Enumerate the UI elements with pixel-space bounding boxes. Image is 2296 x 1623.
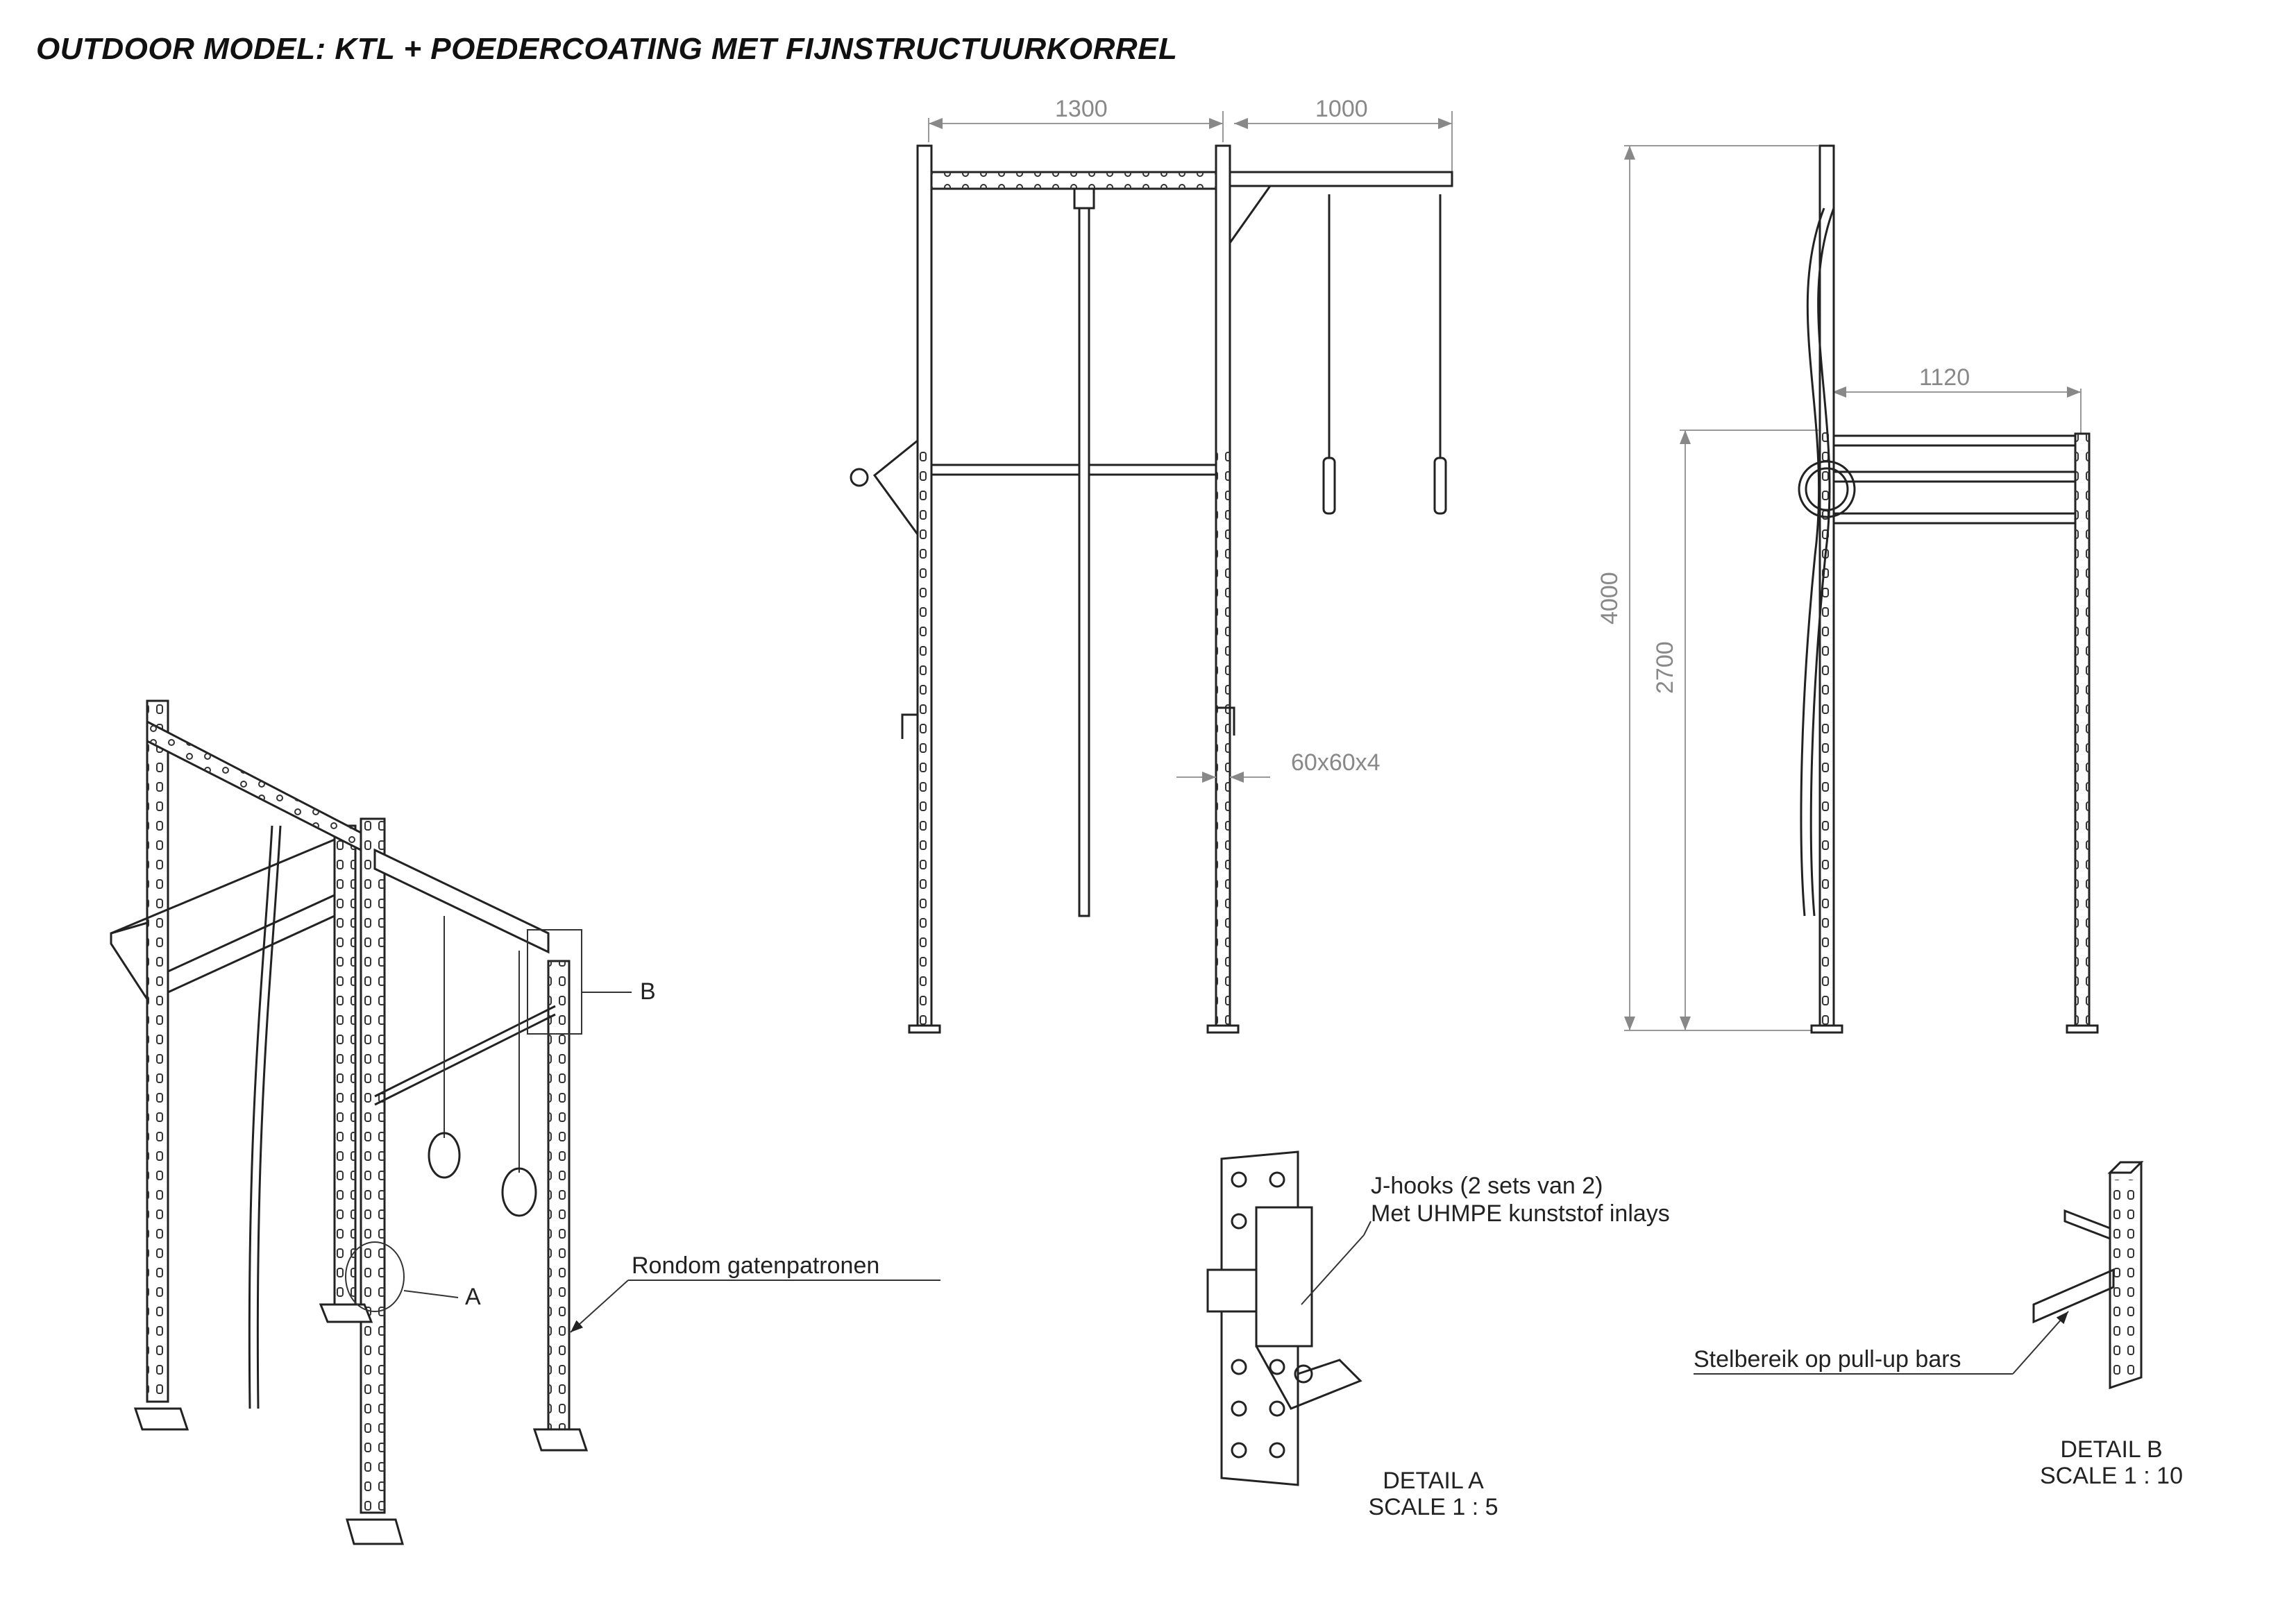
dim-depth: 1120	[1919, 364, 1970, 391]
callout-a: A	[465, 1284, 481, 1310]
callout-jhooks-2: Met UHMPE kunststof inlays	[1371, 1200, 1670, 1227]
drawing-title: OUTDOOR MODEL: KTL + POEDERCOATING MET FIJNSTRUCTUURKORREL	[36, 32, 1178, 66]
detail-b-name: DETAIL B	[2060, 1436, 2163, 1463]
callout-jhooks-1: J-hooks (2 sets van 2)	[1371, 1173, 1603, 1199]
isometric-view	[111, 701, 940, 1544]
dim-width-ext: 1000	[1315, 96, 1368, 122]
side-view	[1596, 146, 2097, 1033]
callout-pullup-range: Stelbereik op pull-up bars	[1694, 1346, 1961, 1373]
dim-width-main: 1300	[1055, 96, 1108, 122]
detail-a	[1208, 1152, 1670, 1520]
detail-a-name: DETAIL A	[1383, 1468, 1484, 1494]
detail-b-scale: SCALE 1 : 10	[2039, 1463, 2184, 1489]
detail-b	[1694, 1162, 2183, 1489]
front-view	[851, 96, 1452, 1033]
dim-height-total: 4000	[1596, 572, 1623, 624]
detail-a-scale: SCALE 1 : 5	[1368, 1494, 1499, 1520]
callout-b: B	[640, 978, 656, 1005]
dim-height-bar: 2700	[1652, 641, 1678, 694]
dim-profile: 60x60x4	[1291, 749, 1381, 776]
callout-hole-pattern: Rondom gatenpatronen	[632, 1252, 880, 1279]
